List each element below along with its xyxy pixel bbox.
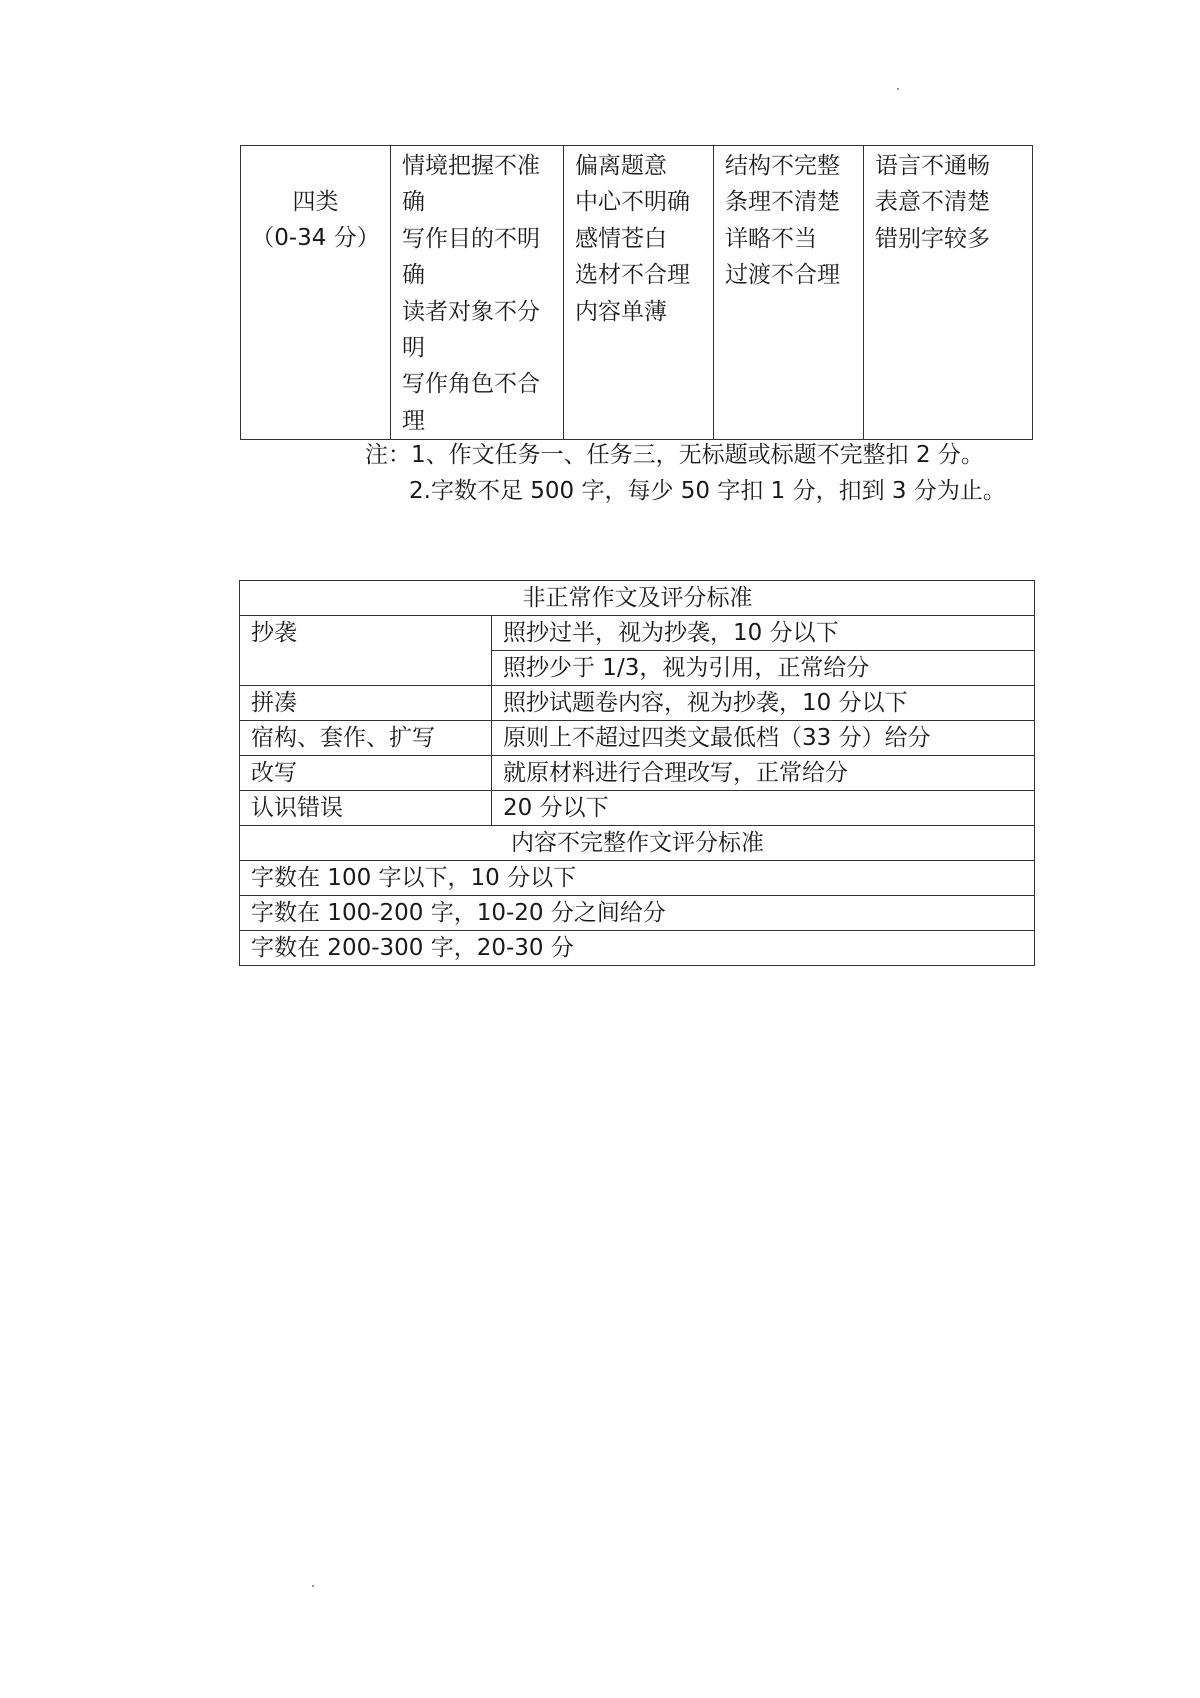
- criteria-line: 选材不合理: [575, 262, 690, 289]
- criteria-line: 条理不清楚: [725, 189, 840, 216]
- grade-four-rubric-table: [240, 145, 1033, 440]
- incomplete-rule: 字数在 100 字以下，10 分以下: [240, 861, 1035, 896]
- row-label: 宿构、套作、扩写: [240, 721, 492, 756]
- criteria-line: 内容单薄: [575, 298, 667, 325]
- row-label: 改写: [240, 756, 492, 791]
- row-rule: 照抄过半，视为抄袭，10 分以下: [492, 616, 1035, 651]
- scan-speck: [897, 88, 899, 90]
- row-rule: 照抄试题卷内容，视为抄袭，10 分以下: [492, 686, 1035, 721]
- criteria-line: 偏离题意: [575, 153, 667, 179]
- criteria-line: 写作角色不合: [402, 371, 540, 398]
- criteria-line: 读者对象不分: [402, 298, 540, 325]
- table-title: 非正常作文及评分标准: [240, 581, 1035, 616]
- row-rule: 就原材料进行合理改写，正常给分: [492, 756, 1035, 791]
- table-row: [240, 756, 1035, 791]
- row-label: 认识错误: [240, 791, 492, 826]
- criteria-line: 确: [402, 189, 425, 216]
- table-row: [240, 581, 1035, 616]
- table-row: [240, 896, 1035, 931]
- grade-cell: [241, 146, 391, 440]
- row-label: 拼凑: [240, 686, 492, 721]
- criteria-line: 情境把握不准: [402, 153, 540, 179]
- criteria-line: 表意不清楚: [875, 189, 990, 216]
- scan-speck: [312, 1585, 314, 1587]
- table-row: [240, 616, 1035, 651]
- row-rule: 原则上不超过四类文最低档（33 分）给分: [492, 721, 1035, 756]
- table-row: [240, 861, 1035, 896]
- table-row: [240, 826, 1035, 861]
- table-row: [240, 931, 1035, 966]
- table-row: [240, 721, 1035, 756]
- row-rule: 20 分以下: [492, 791, 1035, 826]
- abnormal-essay-table: [239, 580, 1035, 966]
- grade-name: 四类: [292, 189, 339, 215]
- criteria-line: 感情苍白: [575, 225, 667, 252]
- table-row: [240, 686, 1035, 721]
- incomplete-section-title: 内容不完整作文评分标准: [240, 826, 1035, 861]
- incomplete-rule: 字数在 100-200 字，10-20 分之间给分: [240, 896, 1035, 931]
- criteria-line: 详略不当: [725, 225, 817, 252]
- criteria-line: 语言不通畅: [875, 153, 990, 179]
- situation-criteria-cell: [391, 146, 564, 440]
- criteria-line: 明: [402, 335, 425, 362]
- criteria-line: 理: [402, 407, 425, 434]
- row-label: 抄袭: [240, 616, 492, 686]
- incomplete-rule: 字数在 200-300 字，20-30 分: [240, 931, 1035, 966]
- language-criteria-cell: [864, 146, 1033, 440]
- structure-criteria-cell: [714, 146, 864, 440]
- criteria-line: 写作目的不明: [402, 225, 540, 252]
- criteria-line: 中心不明确: [575, 189, 690, 216]
- criteria-line: 确: [402, 262, 425, 289]
- table-row: [240, 791, 1035, 826]
- criteria-line: 过渡不合理: [725, 262, 840, 289]
- row-rule: 照抄少于 1/3，视为引用，正常给分: [492, 651, 1035, 686]
- criteria-line: 结构不完整: [725, 153, 840, 179]
- grade-score-range: （0-34 分）: [251, 225, 380, 252]
- table-row: [241, 146, 1033, 440]
- content-criteria-cell: [564, 146, 714, 440]
- note-line-2: 2.字数不足 500 字，每少 50 字扣 1 分，扣到 3 分为止。: [409, 478, 1006, 504]
- note-line-1: 注：1、作文任务一、任务三，无标题或标题不完整扣 2 分。: [365, 442, 984, 468]
- criteria-line: 错别字较多: [875, 225, 990, 252]
